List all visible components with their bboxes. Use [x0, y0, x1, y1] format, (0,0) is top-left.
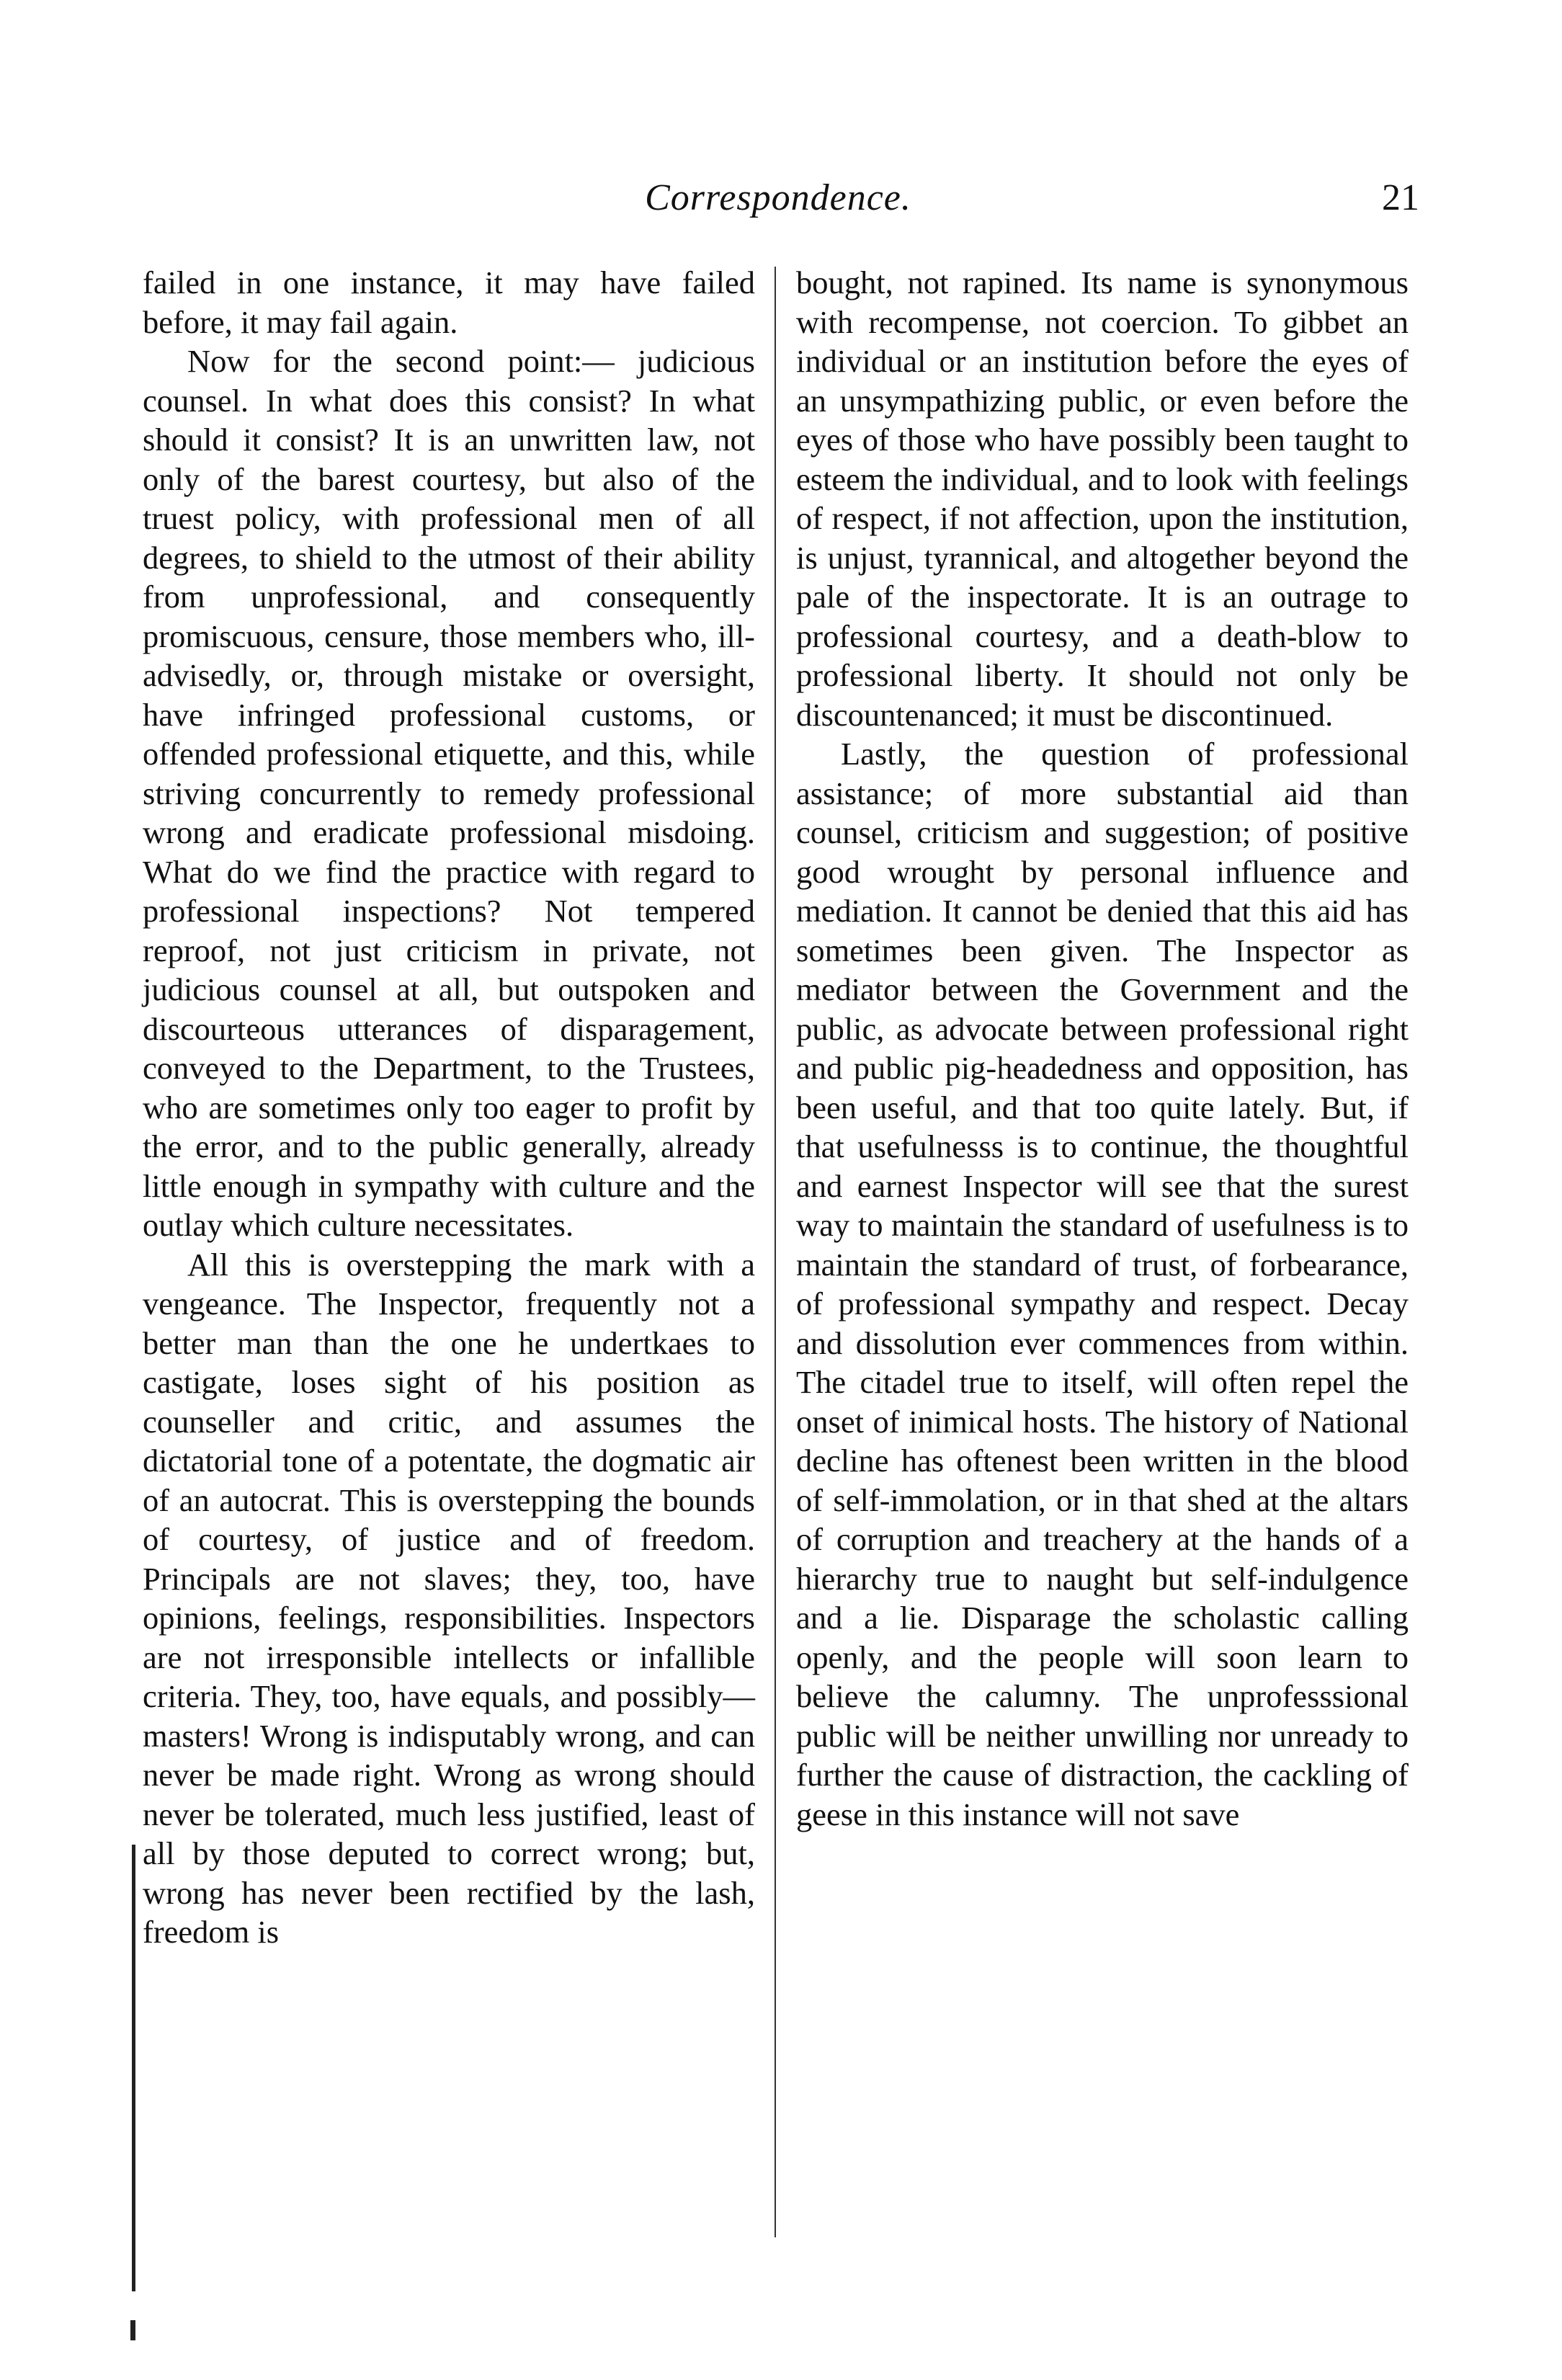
paragraph: bought, not rapined. Its name is synonymous with recompense, not coercion. To gibbet an individual or an institution before the eyes of an unsympathizing public, or even before the eyes of those who have possibly been taught to esteem the individual, and to look with feelings of respect, if not affection, upon the institution, is unjust, tyrannical, and altogether beyond the pale of the inspectorate. It is an outrage to professional courtesy, and a death-blow to professional liberty. It should not only be discountenanced; it must be discontinued. [796, 264, 1409, 733]
running-title: Correspondence. [645, 177, 911, 218]
paragraph: All this is overstepping the mark with a vengeance. The Inspector, frequently not a better man than the one he undertkaes to castigate, loses sight of his position as counseller and critic, and assumes the dictatorial tone of a potentate, the dogmatic air of an autocrat. This is overstepping the bounds of courtesy, of justice and of freedom. Principals are not slaves; they, too, have opinions, feelings, responsibilities. Inspectors are not irresponsible intellects or infallible criteria. They, too, have equals, and possibly—masters! Wrong is indisputably wrong, and can never be made right. Wrong as wrong should never be tolerated, much less justified, least of all by those deputed to correct wrong; but, wrong has never been rectified by the lash, freedom is [143, 1246, 755, 1950]
paragraph: failed in one instance, it may have failed before, it may fail again. [143, 264, 755, 340]
page-header [137, 166, 1419, 231]
paragraph: Lastly, the question of professional assistance; of more substantial aid than counsel, criticism and suggestion; of positive good wrought by personal influence and mediation. It cannot be denied that this aid has sometimes been given. The Inspector as mediator between the Government and the public, as advocate between professional right and public pig-headedness and opposition, has been useful, and that too quite lately. But, if that usefulnesss is to continue, the thoughtful and earnest Inspector will see that the surest way to maintain the standard of usefulness is to maintain the standard of trust, of forbearance, of professional sympathy and respect. Decay and dissolution ever commences from within. The citadel true to itself, will often repel the onset of inimical hosts. The history of National decline has oftenest been written in the blood of self-immolation, or in that shed at the altars of corruption and treachery at the hands of a hierarchy true to naught but self-indulgence and a lie. Disparage the scholastic calling openly, and the people will soon learn to believe the calumny. The unprofesssional public will be neither unwilling nor unready to further the cause of distraction, the cackling of geese in this instance will not save [796, 736, 1409, 1832]
right-column [796, 263, 1409, 1834]
margin-dot [130, 2320, 135, 2340]
page-number: 21 [1382, 177, 1419, 218]
margin-mark [132, 1845, 135, 2291]
column-divider [775, 267, 776, 2237]
paragraph: Now for the second point:— judicious counsel. In what does this consist? In what should it consist? It is an unwritten law, not only of the barest courtesy, but also of the truest policy, with professional men of all degrees, to shield to the utmost of their ability from unprofessional, and consequently promiscuous, censure, those members who, ill-advisedly, or, through mistake or oversight, have infringed professional customs, or offended professional etiquette, and this, while striving concurrently to remedy professional wrong and eradicate professional misdoing. What do we find the practice with regard to professional inspections? Not tempered reproof, not just criticism in private, not judicious counsel at all, but outspoken and discourteous utterances of disparagement, conveyed to the Department, to the Trustees, who are sometimes only too eager to profit by the error, and to the public generally, already little enough in sympathy with culture and the outlay which culture necessitates. [143, 343, 755, 1243]
left-column [143, 263, 755, 1952]
